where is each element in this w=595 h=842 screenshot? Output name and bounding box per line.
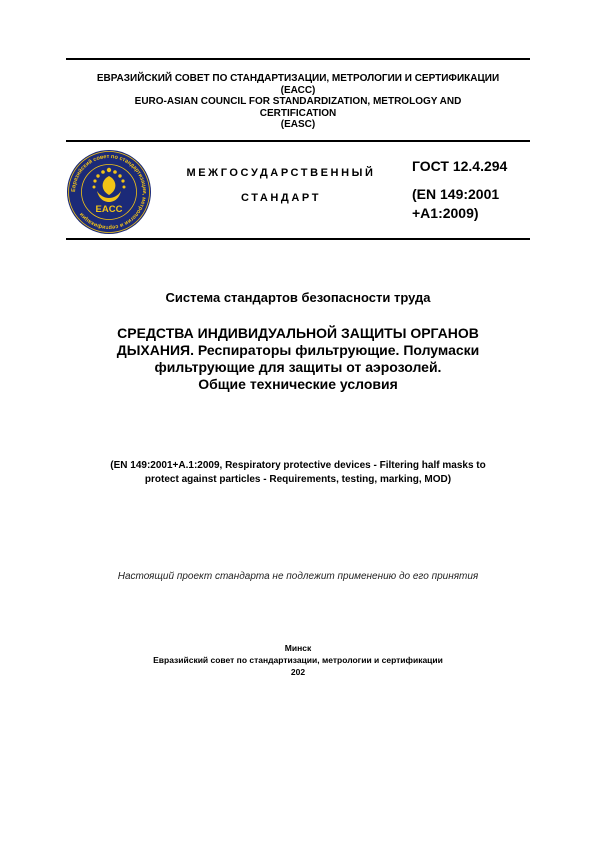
- top-rule: [66, 58, 530, 60]
- seal-ring-text: Евразийский совет по стандартизации, метрологии и сертификации: [70, 153, 148, 231]
- council-ru-abbr: (ЕАСС): [280, 84, 316, 96]
- english-title-line-1: (EN 149:2001+A.1:2009, Respiratory protective devices - Filtering half masks to: [110, 460, 486, 471]
- easc-seal-icon: [66, 149, 152, 235]
- standard-series: Система стандартов безопасности труда: [165, 290, 431, 305]
- council-ru-name: ЕВРАЗИЙСКИЙ СОВЕТ ПО СТАНДАРТИЗАЦИИ, МЕТРОЛОГИИ И СЕРТИФИКАЦИИ: [96, 73, 500, 84]
- english-title-line-2: protect against particles - Requirements, testing, marking, MOD): [144, 474, 452, 485]
- publisher-name: Евразийский совет по стандартизации, метрологии и сертификации: [153, 655, 443, 665]
- title-line-2: ДЫХАНИЯ. Респираторы фильтрующие. Полумаски: [116, 342, 480, 358]
- title-line-3: фильтрующие для защиты от аэрозолей.: [154, 359, 442, 375]
- title-line-4: Общие технические условия: [198, 376, 398, 392]
- standard-kind-line2: СТАНДАРТ: [240, 192, 322, 204]
- title-line-1: СРЕДСТВА ИНДИВИДУАЛЬНОЙ ЗАЩИТЫ ОРГАНОВ: [117, 325, 479, 341]
- draft-notice: Настоящий проект стандарта не подлежит применению до его принятия: [117, 571, 479, 582]
- council-en-name-line1: EURO-ASIAN COUNCIL FOR STANDARDIZATION, METROLOGY AND: [134, 96, 462, 107]
- header-rule: [66, 140, 530, 142]
- standard-number: ГОСТ 12.4.294: [412, 158, 508, 174]
- publication-footer: [60, 642, 536, 678]
- document-title: [60, 325, 536, 393]
- council-en-abbr: (EASC): [280, 119, 316, 130]
- standard-en-ref-line1: (EN 149:2001: [412, 186, 500, 202]
- publication-city: Минск: [284, 643, 312, 653]
- standard-en-ref-line2: +A1:2009): [412, 205, 479, 221]
- english-title: [60, 459, 536, 487]
- council-en-name-line2: CERTIFICATION: [259, 107, 337, 119]
- publication-year: 202: [290, 667, 306, 677]
- council-header: [60, 73, 536, 131]
- seal-center-text: EACC: [95, 204, 123, 215]
- standard-kind-line1: МЕЖГОСУДАРСТВЕННЫЙ: [186, 167, 376, 179]
- header-bottom-rule: [66, 238, 530, 240]
